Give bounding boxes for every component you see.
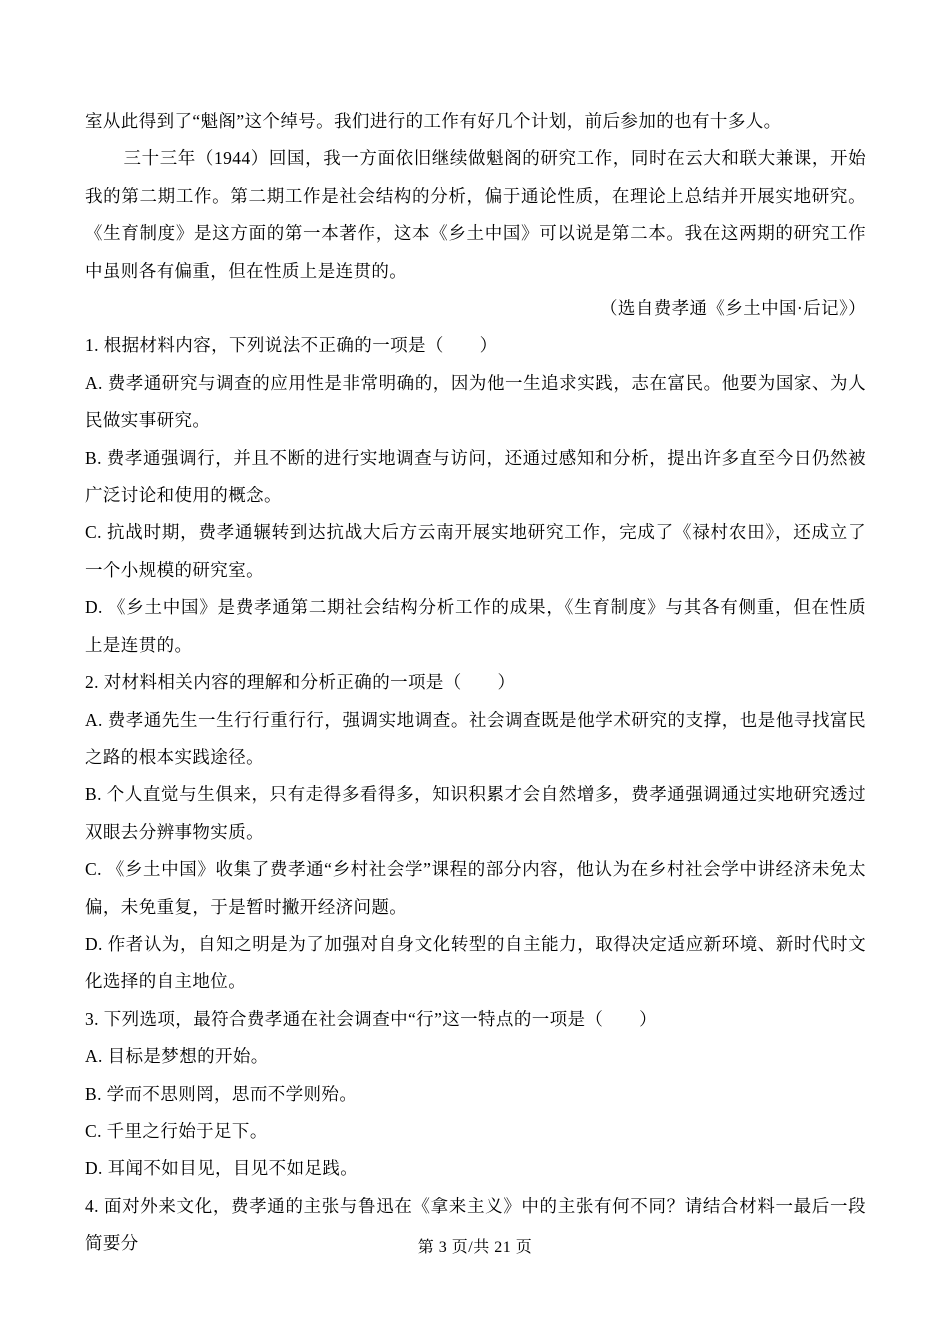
source-attribution: （选自费孝通《乡土中国·后记》） bbox=[600, 298, 866, 319]
question-2-stem: 2. 对材料相关内容的理解和分析正确的一项是（ ） bbox=[85, 672, 516, 693]
question-4-stem: 4. 面对外来文化，费孝通的主张与鲁迅在《拿来主义》中的主张有何不同？请结合材料一最后一段简要分 bbox=[85, 1195, 866, 1254]
question-3-stem: 3. 下列选项，最符合费孝通在社会调查中“行”这一特点的一项是（ ） bbox=[85, 1008, 658, 1029]
question-3-option-c: C. 千里之行始于足下。 bbox=[85, 1120, 268, 1141]
question-1-option-b: B. 费孝通强调行，并且不断的进行实地调查与访问，还通过感知和分析，提出许多直至今日仍然被广泛讨论和使用的概念。 bbox=[85, 447, 866, 506]
question-3-option-d: D. 耳闻不如目见，目见不如足践。 bbox=[85, 1158, 359, 1179]
question-3-option-a: A. 目标是梦想的开始。 bbox=[85, 1046, 269, 1067]
paragraph-body: 三十三年（1944）回国，我一方面依旧继续做魁阁的研究工作，同时在云大和联大兼课，开始我的第二期工作。第二期工作是社会结构的分析，偏于通论性质，在理论上总结并开展实地研究。《生育制度》是这方面的第一本著作，这本《乡土中国》可以说是第二本。我在这两期的研究工作中虽则各有偏重，但在性质上是连贯的。 bbox=[85, 148, 866, 281]
page-number: 第 3 页/共 21 页 bbox=[417, 1239, 533, 1256]
question-2-option-b: B. 个人直觉与生俱来，只有走得多看得多，知识积累才会自然增多，费孝通强调通过实地研究透过双眼去分辨事物实质。 bbox=[85, 784, 866, 842]
question-1-option-d: D. 《乡土中国》是费孝通第二期社会结构分析工作的成果，《生育制度》与其各有侧重，但在性质上是连贯的。 bbox=[85, 597, 866, 655]
question-1-option-c: C. 抗战时期，费孝通辗转到达抗战大后方云南开展实地研究工作，完成了《禄村农田》，还成立了一个小规模的研究室。 bbox=[85, 522, 866, 580]
question-1-option-a: A. 费孝通研究与调查的应用性是非常明确的，因为他一生追求实践，志在富民。他要为国家、为人民做实事研究。 bbox=[85, 372, 866, 431]
question-3-option-b: B. 学而不思则罔，思而不学则殆。 bbox=[85, 1083, 358, 1104]
question-1-stem: 1. 根据材料内容，下列说法不正确的一项是（ ） bbox=[85, 335, 498, 356]
question-2-option-c: C. 《乡土中国》收集了费孝通“乡村社会学”课程的部分内容，他认为在乡村社会学中讲经济未免太偏，未免重复，于是暂时撇开经济问题。 bbox=[85, 859, 866, 917]
question-2-option-d: D. 作者认为，自知之明是为了加强对自身文化转型的自主能力，取得决定适应新环境、新时代时文化选择的自主地位。 bbox=[85, 933, 866, 992]
paragraph-continuation: 室从此得到了“魁阁”这个绰号。我们进行的工作有好几个计划，前后参加的也有十多人。 bbox=[85, 111, 782, 131]
question-2-option-a: A. 费孝通先生一生行行重行行，强调实地调查。社会调查既是他学术研究的支撑，也是他寻找富民之路的根本实践途径。 bbox=[85, 709, 866, 767]
document-body bbox=[85, 103, 866, 1263]
